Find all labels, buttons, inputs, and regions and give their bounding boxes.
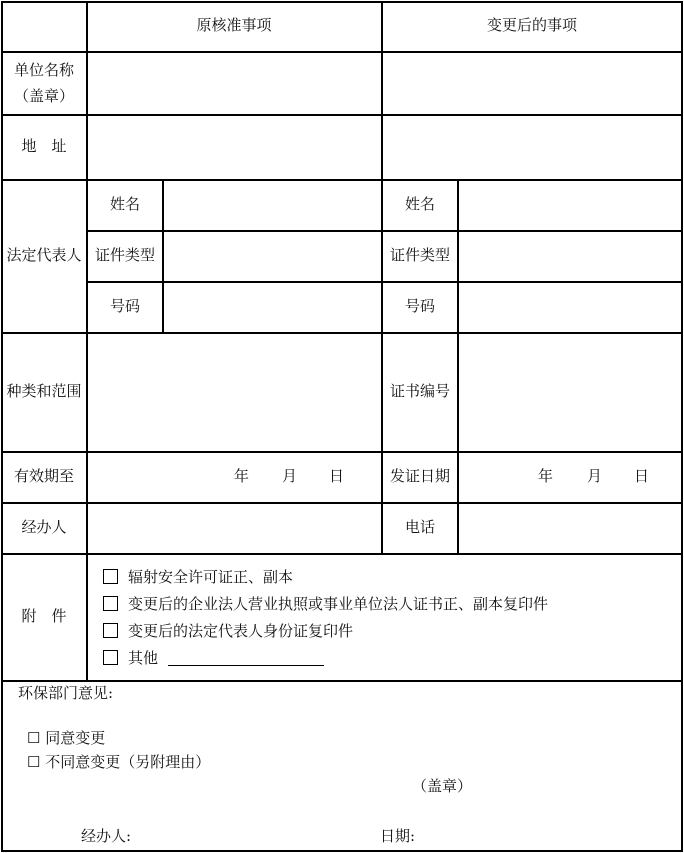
phone-label: 电话 [404, 518, 436, 536]
year-right: 年 [538, 467, 554, 485]
legal-rep-label: 法定代表人 [6, 246, 82, 264]
row-line-valid [1, 502, 683, 504]
attachment-checkbox-2[interactable] [103, 596, 118, 611]
row-line-name [86, 230, 683, 232]
attachment-checkbox-3[interactable] [103, 623, 118, 638]
col-line-label [86, 1, 88, 682]
attachment-item-1: 辐射安全许可证正、副本 [128, 568, 294, 586]
year-left: 年 [234, 467, 250, 485]
border-right [681, 1, 683, 852]
attachment-checkbox-4[interactable] [103, 650, 118, 665]
col-line-sublabel-left [162, 179, 164, 334]
address-label: 地 址 [21, 137, 67, 155]
scope-label: 种类和范围 [6, 382, 82, 400]
row-line-address [1, 179, 683, 181]
month-left: 月 [282, 467, 298, 485]
opinion-agree[interactable]: ☐ 同意变更 [27, 729, 106, 747]
cert-no-label: 证书编号 [389, 382, 451, 400]
valid-until-label: 有效期至 [13, 467, 75, 485]
row-line-scope [1, 451, 683, 453]
unit-name-label [2, 57, 86, 109]
unit-name-label-line2: （盖章） [13, 87, 74, 105]
attachment-item-4: 其他 [128, 649, 159, 667]
number-label-right: 号码 [404, 297, 436, 315]
header-original: 原核准事项 [196, 16, 272, 34]
day-left: 日 [329, 467, 345, 485]
opinion-disagree[interactable]: ☐ 不同意变更（另附理由） [27, 753, 211, 771]
border-top [1, 1, 683, 3]
other-fill-line[interactable] [168, 665, 324, 666]
row-line-unit [1, 114, 683, 116]
border-bottom [1, 850, 683, 852]
row-line-legalrep [1, 332, 683, 334]
number-label-left: 号码 [109, 297, 141, 315]
col-line-middle [381, 1, 383, 554]
attachment-item-3: 变更后的法定代表人身份证复印件 [128, 622, 354, 640]
opinion-title: 环保部门意见: [18, 684, 114, 702]
col-line-sublabel-right [457, 179, 459, 554]
handler-label: 经办人 [21, 518, 67, 536]
month-right: 月 [587, 467, 603, 485]
unit-name-label-line1: 单位名称 [13, 61, 74, 79]
id-type-label-left: 证件类型 [94, 246, 156, 264]
opinion-seal: （盖章） [412, 777, 473, 795]
header-changed: 变更后的事项 [486, 16, 578, 34]
attachment-checkbox-1[interactable] [103, 569, 118, 584]
border-left [1, 1, 3, 852]
name-label-right: 姓名 [404, 195, 436, 213]
row-line-attachments [1, 680, 683, 682]
issue-date-label: 发证日期 [389, 467, 451, 485]
row-line-header [1, 51, 683, 53]
row-line-idtype [86, 281, 683, 283]
day-right: 日 [634, 467, 650, 485]
attachment-item-2: 变更后的企业法人营业执照或事业单位法人证书正、副本复印件 [128, 595, 549, 613]
id-type-label-right: 证件类型 [389, 246, 451, 264]
row-line-handler [1, 553, 683, 555]
name-label-left: 姓名 [109, 195, 141, 213]
opinion-date: 日期: [380, 827, 416, 845]
opinion-handler: 经办人: [81, 827, 132, 845]
attachment-label: 附 件 [21, 607, 67, 625]
